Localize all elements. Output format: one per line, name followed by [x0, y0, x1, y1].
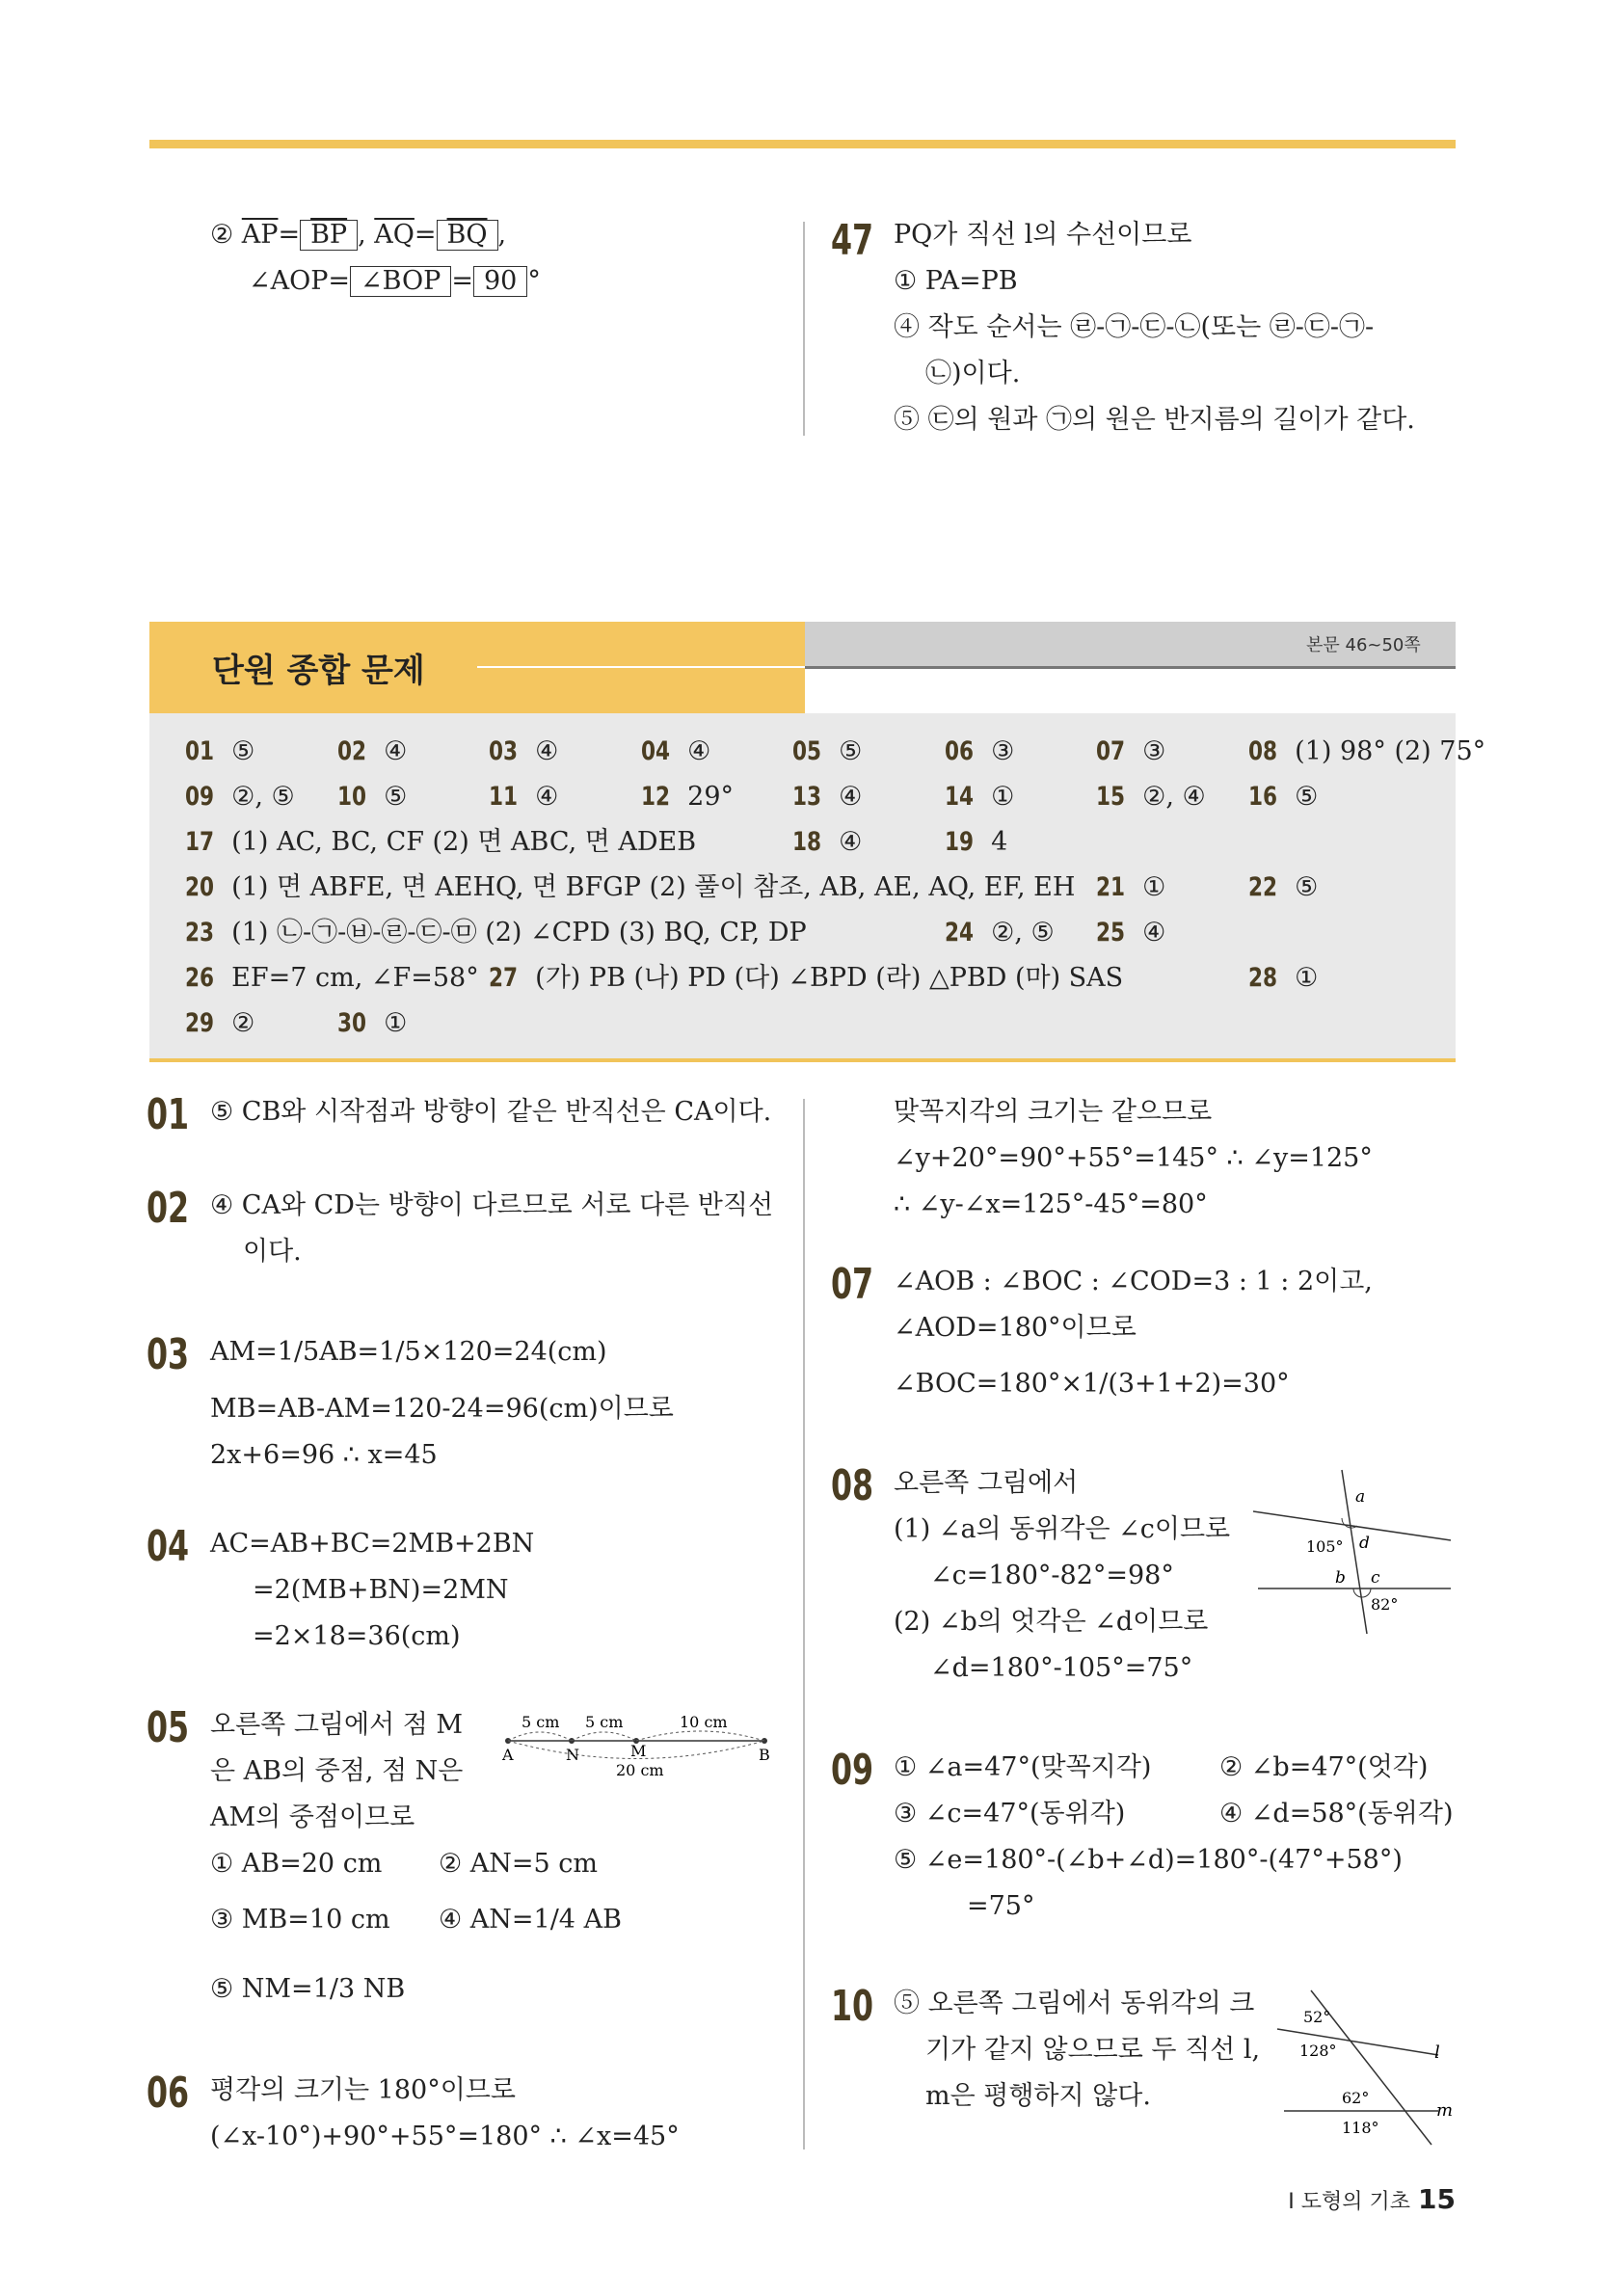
answer-item: 07 ③	[1096, 736, 1166, 766]
solution-line: ⑤ NM=1/3 NB	[210, 1974, 406, 2004]
answer-item: 16 ⑤	[1248, 782, 1319, 812]
banner-underline	[477, 666, 805, 668]
answer-item: 11 ④	[489, 782, 559, 812]
answer-item: 06 ③	[945, 736, 1015, 766]
page-number: 15	[1418, 2183, 1456, 2215]
solution-line: 오른쪽 그림에서	[894, 1468, 1079, 1498]
answer-item: 24 ②, ⑤	[945, 918, 1055, 948]
answer-item: 18 ④	[792, 827, 863, 857]
solution-line: ∠AOB : ∠BOC : ∠COD=3 : 1 : 2이고,	[894, 1267, 1373, 1296]
answer-item: 25 ④	[1096, 918, 1166, 948]
prev-answer-line-2: ∠AOP= ∠BOP = 90 °	[249, 266, 541, 296]
svg-text:10 cm: 10 cm	[680, 1713, 728, 1731]
solution-line: ∠BOC=180°×1/(3+1+2)=30°	[894, 1369, 1290, 1399]
svg-text:82°: 82°	[1371, 1595, 1399, 1614]
solution-line: ⑤ CB와 시작점과 방향이 같은 반직선은 CA이다.	[210, 1097, 772, 1127]
answer-item: 02 ④	[337, 736, 408, 766]
solution-line: ∠c=180°-82°=98°	[930, 1561, 1174, 1590]
answer-item: 12 29°	[641, 782, 735, 812]
solution-line: 오른쪽 그림에서 점 M	[210, 1710, 464, 1740]
solution-number: 07	[831, 1260, 874, 1309]
answer-item: 01 ⑤	[185, 736, 255, 766]
solution-line: (2) ∠b의 엇각은 ∠d이므로	[894, 1607, 1209, 1637]
p47-line: ① PA=PB	[894, 266, 1018, 296]
solution-number: 04	[147, 1522, 190, 1571]
non-parallel-lines-diagram	[1272, 1986, 1456, 2149]
answer-item: 05 ⑤	[792, 736, 863, 766]
answer-item: 19 4	[945, 827, 1008, 857]
solution-line: AM의 중점이므로	[210, 1802, 415, 1832]
svg-text:118°: 118°	[1342, 2119, 1379, 2137]
solution-line: 2x+6=96 ∴ x=45	[210, 1440, 438, 1470]
solution-number: 10	[831, 1982, 874, 2031]
page-reference: 본문 46~50쪽	[1306, 635, 1421, 655]
answer-item: 03 ④	[489, 736, 559, 766]
solution-number: 01	[147, 1090, 190, 1139]
svg-text:M: M	[630, 1742, 647, 1760]
svg-text:a: a	[1355, 1487, 1366, 1507]
p47-line: ⑤ ㉢의 원과 ㉠의 원은 반지름의 길이가 같다.	[894, 405, 1415, 435]
answer-item: 21 ①	[1096, 872, 1166, 902]
solution-line: =75°	[967, 1891, 1035, 1921]
prev-answer-line-1: ② $\overline{AP}= \overline{BP}$ , $\overline{AQ}= \overline{BQ}$ ,	[210, 220, 507, 250]
solution-number: 05	[147, 1703, 190, 1752]
answer-item: 23 (1) ㉡-㉠-㉥-㉣-㉢-㉤ (2) ∠CPD (3) BQ, CP, DP	[185, 918, 807, 948]
solution-line: MB=AB-AM=120-24=96(cm)이므로	[210, 1394, 674, 1424]
solution-line: 은 AB의 중점, 점 N은	[210, 1756, 464, 1786]
solution-line: ① AB=20 cm	[210, 1849, 383, 1879]
answer-item: 28 ①	[1248, 963, 1319, 993]
solution-line: (∠x-10°)+90°+55°=180° ∴ ∠x=45°	[210, 2122, 680, 2151]
svg-text:5 cm: 5 cm	[522, 1713, 560, 1731]
svg-text:d: d	[1359, 1534, 1370, 1553]
solution-line: 기가 같지 않으므로 두 직선 l,	[925, 2035, 1261, 2065]
p47-line: ㉡)이다.	[925, 359, 1021, 388]
svg-text:B: B	[759, 1746, 770, 1764]
answer-item: 15 ②, ④	[1096, 782, 1206, 812]
answer-item: 08 (1) 98° (2) 75°	[1248, 736, 1486, 766]
answer-item: 09 ②, ⑤	[185, 782, 295, 812]
solution-line: ⑤ 오른쪽 그림에서 동위각의 크	[894, 1989, 1255, 2018]
solution-number: 02	[147, 1184, 190, 1233]
solution-line: 평각의 크기는 180°이므로	[210, 2075, 516, 2105]
svg-text:l: l	[1434, 2042, 1440, 2063]
top-column-divider	[803, 222, 805, 436]
banner-rule	[805, 666, 1456, 669]
solution-number: 03	[147, 1330, 190, 1379]
svg-text:m: m	[1436, 2100, 1454, 2121]
answer-item: 22 ⑤	[1248, 872, 1319, 902]
svg-text:105°: 105°	[1306, 1537, 1344, 1556]
solution-line: m은 평행하지 않다.	[925, 2081, 1151, 2111]
answer-key-bottom-bar	[149, 1058, 1456, 1062]
answer-item: 13 ④	[792, 782, 863, 812]
solution-line: ③ MB=10 cm	[210, 1905, 390, 1935]
svg-text:52°: 52°	[1303, 2008, 1331, 2026]
svg-text:b: b	[1335, 1568, 1346, 1588]
solution-line: ∴ ∠y-∠x=125°-45°=80°	[894, 1189, 1208, 1219]
solution-line: ④ ∠d=58°(동위각)	[1219, 1799, 1454, 1829]
answer-item: 30 ①	[337, 1008, 408, 1038]
parallel-lines-angle-diagram	[1253, 1465, 1456, 1639]
p47-line: ④ 작도 순서는 ㉣-㉠-㉢-㉡(또는 ㉣-㉢-㉠-	[894, 312, 1375, 342]
segment-diagram	[496, 1704, 786, 1781]
solution-line: ② ∠b=47°(엇각)	[1219, 1752, 1429, 1782]
chapter-label: Ⅰ 도형의 기초	[1288, 2190, 1411, 2214]
solution-line: (1) ∠a의 동위각은 ∠c이므로	[894, 1514, 1231, 1544]
solution-line: AC=AB+BC=2MB+2BN	[210, 1529, 535, 1559]
solution-line: ⑤ ∠e=180°-(∠b+∠d)=180°-(47°+58°)	[894, 1845, 1403, 1875]
solution-line: 이다.	[243, 1237, 302, 1267]
answer-item: 26 EF=7 cm, ∠F=58°	[185, 963, 479, 993]
solution-line: ∠d=180°-105°=75°	[930, 1653, 1193, 1683]
solution-number: 06	[147, 2069, 190, 2118]
solution-number: 09	[831, 1746, 874, 1795]
solution-line: ② AN=5 cm	[439, 1849, 599, 1879]
solution-line: ③ ∠c=47°(동위각)	[894, 1799, 1126, 1829]
svg-text:N: N	[566, 1746, 579, 1764]
svg-text:5 cm: 5 cm	[585, 1713, 624, 1731]
page-footer	[1288, 2183, 1456, 2215]
top-accent-bar	[149, 140, 1456, 148]
solution-number: 08	[831, 1461, 874, 1510]
solution-line: =2(MB+BN)=2MN	[253, 1575, 509, 1605]
solution-line: ∠y+20°=90°+55°=145° ∴ ∠y=125°	[894, 1143, 1373, 1173]
svg-text:A: A	[502, 1746, 514, 1764]
solution-line: ∠AOD=180°이므로	[894, 1313, 1137, 1343]
problem-number: 47	[831, 216, 874, 265]
answer-item: 17 (1) AC, BC, CF (2) 면 ABC, 면 ADEB	[185, 827, 697, 857]
answer-item: 27 (가) PB (나) PD (다) ∠BPD (라) △PBD (마) SAS	[489, 963, 1124, 993]
answer-item: 04 ④	[641, 736, 711, 766]
section-title: 단원 종합 문제	[212, 652, 425, 690]
answer-item: 29 ②	[185, 1008, 255, 1038]
solution-line: =2×18=36(cm)	[253, 1621, 461, 1651]
svg-text:c: c	[1371, 1568, 1380, 1588]
answer-item: 20 (1) 면 ABFE, 면 AEHQ, 면 BFGP (2) 풀이 참조, AB, AE, AQ, EF, EH	[185, 872, 1076, 902]
answer-item: 14 ①	[945, 782, 1015, 812]
p47-line: PQ가 직선 l의 수선이므로	[894, 220, 1192, 250]
solution-line: AM=1/5AB=1/5×120=24(cm)	[210, 1337, 607, 1367]
solution-line: ④ CA와 CD는 방향이 다르므로 서로 다른 반직선	[210, 1190, 774, 1220]
svg-text:62°: 62°	[1342, 2089, 1370, 2107]
svg-text:20 cm: 20 cm	[616, 1761, 664, 1779]
answer-item: 10 ⑤	[337, 782, 408, 812]
solution-line: 맞꼭지각의 크기는 같으므로	[894, 1097, 1213, 1127]
svg-text:128°: 128°	[1299, 2042, 1337, 2060]
column-divider	[803, 1099, 805, 2149]
solution-line: ④ AN=1/4 AB	[439, 1905, 622, 1935]
solution-line: ① ∠a=47°(맞꼭지각)	[894, 1752, 1152, 1782]
